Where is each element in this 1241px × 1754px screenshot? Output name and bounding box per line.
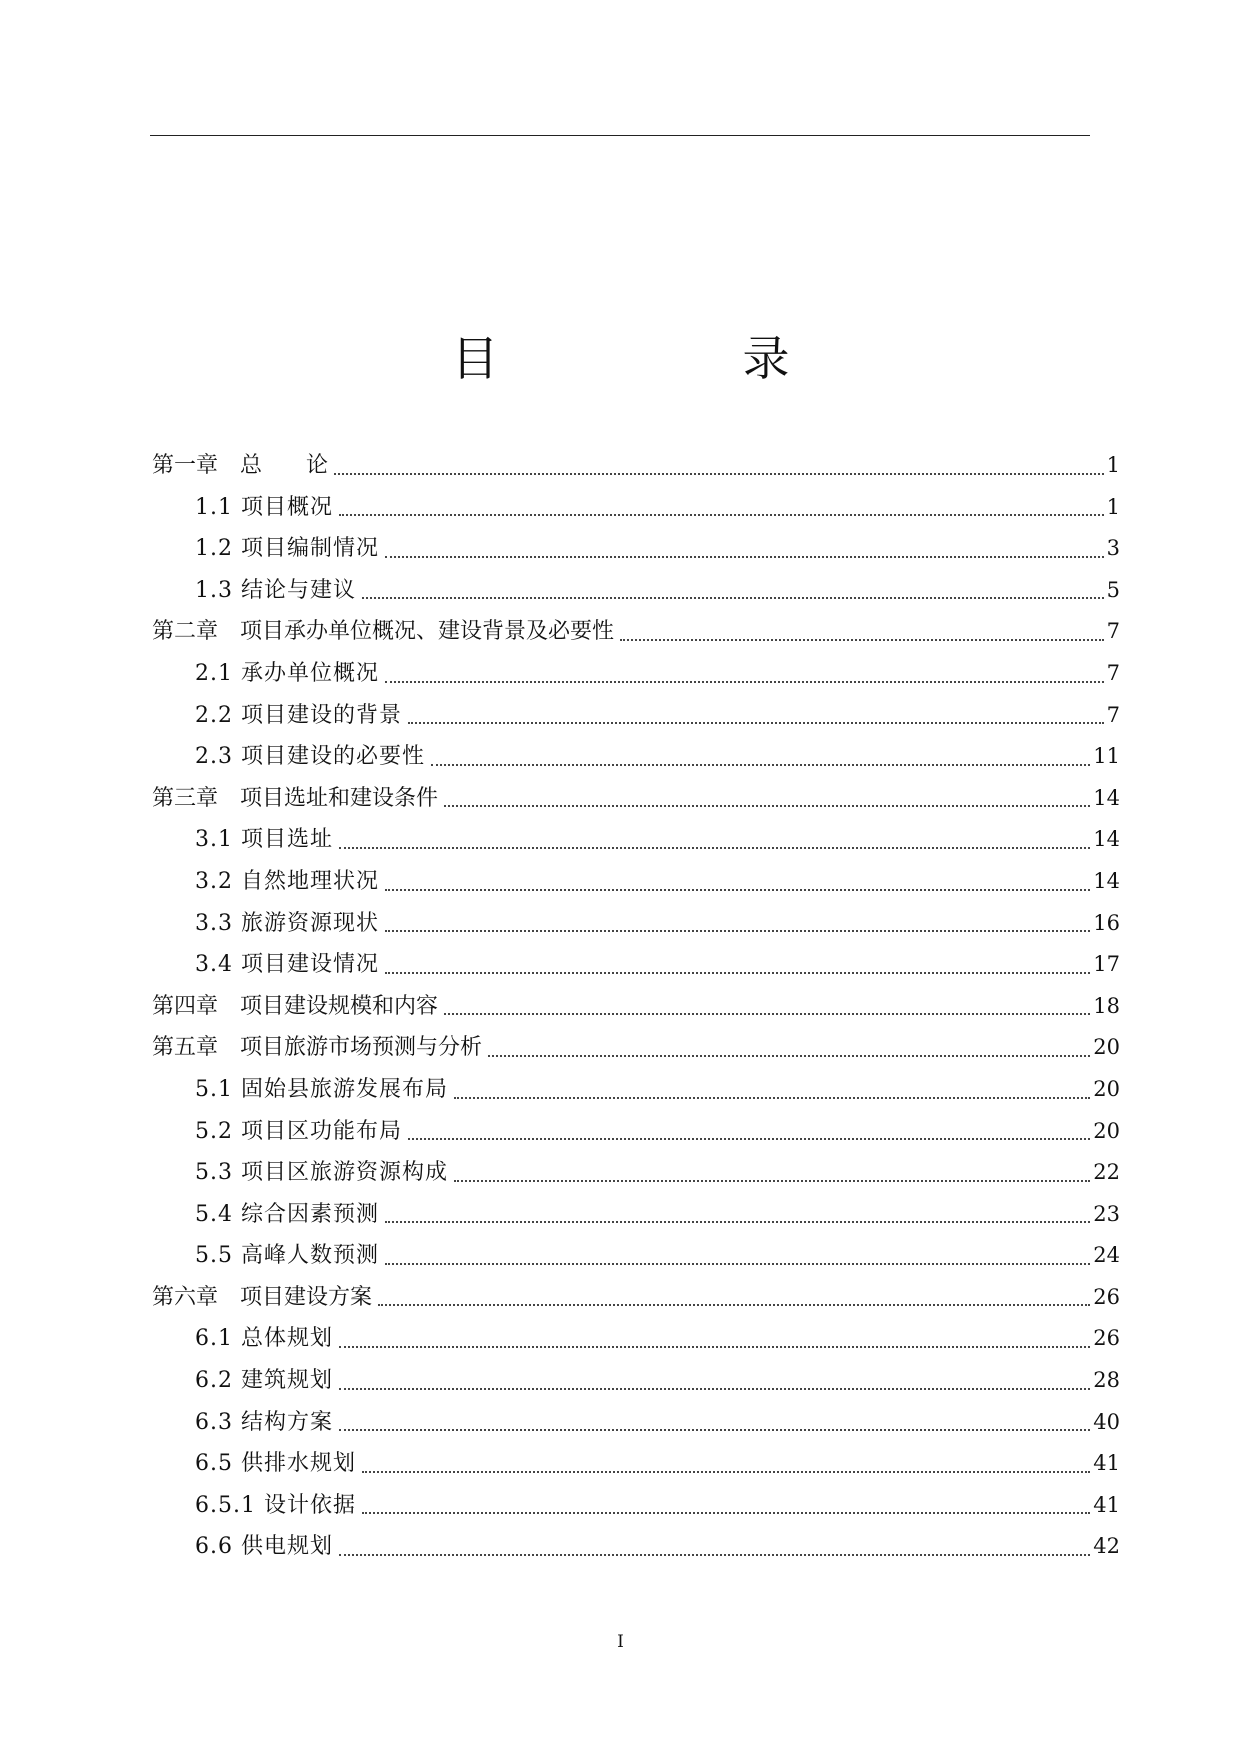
dot-leader xyxy=(339,1388,1090,1390)
toc-section-entry[interactable] xyxy=(152,1360,1120,1402)
dot-leader xyxy=(454,1097,1090,1099)
toc-entry-label: 6.5 供排水规划 xyxy=(195,1451,356,1477)
toc-entry-label: 2.3 项目建设的必要性 xyxy=(195,744,425,770)
dot-leader xyxy=(488,1055,1090,1057)
toc-entry-page-number: 14 xyxy=(1093,868,1120,893)
dot-leader xyxy=(339,1554,1090,1556)
toc-section-entry[interactable] xyxy=(152,1194,1120,1236)
dot-leader xyxy=(408,722,1104,724)
toc-section-entry[interactable] xyxy=(152,944,1120,986)
toc-entry-page-number: 26 xyxy=(1093,1326,1120,1351)
toc-section-entry[interactable] xyxy=(152,1485,1120,1527)
toc-entry-label: 1.3 结论与建议 xyxy=(195,577,356,603)
dot-leader xyxy=(339,514,1104,516)
toc-entry-label: 第四章 项目建设规模和内容 xyxy=(152,993,439,1019)
toc-entry-label: 第二章 项目承办单位概况、建设背景及必要性 xyxy=(152,619,615,645)
toc-entry-page-number: 17 xyxy=(1093,952,1120,977)
toc-section-entry[interactable] xyxy=(152,1235,1120,1277)
toc-chapter-entry[interactable] xyxy=(152,611,1120,653)
toc-entry-label: 1.1 项目概况 xyxy=(195,494,333,520)
toc-section-entry[interactable] xyxy=(152,1318,1120,1360)
toc-entry-page-number: 3 xyxy=(1106,536,1120,561)
toc-entry-page-number: 28 xyxy=(1093,1368,1120,1393)
toc-entry-page-number: 24 xyxy=(1093,1243,1120,1268)
toc-entry-page-number: 23 xyxy=(1093,1201,1120,1226)
toc-entry-label: 第五章 项目旅游市场预测与分析 xyxy=(152,1035,483,1061)
dot-leader xyxy=(334,473,1104,475)
footer-page-number: I xyxy=(617,1632,624,1652)
toc-entry-label: 3.4 项目建设情况 xyxy=(195,952,379,978)
toc-entry-page-number: 18 xyxy=(1093,993,1120,1018)
table-of-contents xyxy=(152,445,1120,1568)
toc-chapter-entry[interactable] xyxy=(152,1277,1120,1319)
dot-leader xyxy=(385,681,1104,683)
toc-entry-label: 第一章 总 论 xyxy=(152,453,329,478)
toc-chapter-entry[interactable] xyxy=(152,1027,1120,1069)
toc-section-entry[interactable] xyxy=(152,653,1120,695)
toc-entry-page-number: 14 xyxy=(1093,785,1120,810)
dot-leader xyxy=(385,889,1090,891)
toc-entry-label: 2.1 承办单位概况 xyxy=(195,660,379,686)
toc-section-entry[interactable] xyxy=(152,528,1120,570)
toc-chapter-entry[interactable] xyxy=(152,986,1120,1028)
toc-entry-label: 3.1 项目选址 xyxy=(195,827,333,853)
toc-entry-page-number: 42 xyxy=(1093,1534,1120,1559)
toc-entry-label: 6.3 结构方案 xyxy=(195,1409,333,1435)
header-rule xyxy=(150,135,1090,136)
toc-chapter-entry[interactable] xyxy=(152,778,1120,820)
dot-leader xyxy=(385,1263,1090,1265)
dot-leader xyxy=(362,1471,1090,1473)
dot-leader xyxy=(385,972,1090,974)
toc-section-entry[interactable] xyxy=(152,1526,1120,1568)
toc-entry-page-number: 7 xyxy=(1106,660,1120,685)
dot-leader xyxy=(454,1180,1090,1182)
dot-leader xyxy=(408,1138,1090,1140)
toc-section-entry[interactable] xyxy=(152,1152,1120,1194)
toc-entry-page-number: 1 xyxy=(1106,494,1120,519)
toc-entry-page-number: 20 xyxy=(1093,1118,1120,1143)
dot-leader xyxy=(378,1304,1090,1306)
toc-entry-page-number: 41 xyxy=(1093,1451,1120,1476)
dot-leader xyxy=(339,1346,1090,1348)
toc-entry-page-number: 22 xyxy=(1093,1160,1120,1185)
dot-leader xyxy=(385,1221,1090,1223)
toc-entry-label: 5.1 固始县旅游发展布局 xyxy=(195,1076,448,1102)
toc-entry-page-number: 7 xyxy=(1106,702,1120,727)
toc-entry-label: 5.4 综合因素预测 xyxy=(195,1201,379,1227)
toc-entry-label: 6.1 总体规划 xyxy=(195,1326,333,1352)
toc-section-entry[interactable] xyxy=(152,903,1120,945)
toc-entry-page-number: 20 xyxy=(1093,1035,1120,1060)
toc-entry-label: 6.6 供电规划 xyxy=(195,1534,333,1560)
toc-entry-page-number: 14 xyxy=(1093,827,1120,852)
toc-section-entry[interactable] xyxy=(152,1443,1120,1485)
toc-entry-page-number: 11 xyxy=(1093,744,1120,769)
dot-leader xyxy=(385,556,1104,558)
toc-entry-page-number: 7 xyxy=(1106,619,1120,644)
dot-leader xyxy=(339,1429,1090,1431)
toc-entry-label: 2.2 项目建设的背景 xyxy=(195,702,402,728)
toc-section-entry[interactable] xyxy=(152,487,1120,529)
toc-entry-label: 5.2 项目区功能布局 xyxy=(195,1118,402,1144)
page-title: 目 录 xyxy=(451,332,840,387)
toc-entry-label: 1.2 项目编制情况 xyxy=(195,536,379,562)
toc-section-entry[interactable] xyxy=(152,570,1120,612)
dot-leader xyxy=(431,764,1090,766)
dot-leader xyxy=(339,847,1090,849)
toc-entry-label: 5.3 项目区旅游资源构成 xyxy=(195,1160,448,1186)
toc-entry-page-number: 41 xyxy=(1093,1492,1120,1517)
dot-leader xyxy=(385,930,1090,932)
dot-leader xyxy=(362,597,1104,599)
toc-entry-page-number: 26 xyxy=(1093,1284,1120,1309)
toc-entry-label: 6.5.1 设计依据 xyxy=(195,1492,356,1518)
toc-section-entry[interactable] xyxy=(152,1111,1120,1153)
dot-leader xyxy=(620,639,1104,641)
dot-leader xyxy=(444,1013,1090,1015)
toc-entry-label: 第六章 项目建设方案 xyxy=(152,1284,373,1310)
dot-leader xyxy=(362,1512,1090,1514)
toc-entry-page-number: 16 xyxy=(1093,910,1120,935)
toc-section-entry[interactable] xyxy=(152,736,1120,778)
toc-chapter-entry[interactable] xyxy=(152,445,1120,487)
toc-section-entry[interactable] xyxy=(152,819,1120,861)
toc-entry-label: 3.2 自然地理状况 xyxy=(195,868,379,894)
toc-entry-label: 5.5 高峰人数预测 xyxy=(195,1243,379,1269)
toc-section-entry[interactable] xyxy=(152,695,1120,737)
toc-entry-page-number: 20 xyxy=(1093,1076,1120,1101)
toc-entry-page-number: 1 xyxy=(1106,453,1120,477)
toc-entry-label: 6.2 建筑规划 xyxy=(195,1368,333,1394)
toc-entry-page-number: 40 xyxy=(1093,1409,1120,1434)
toc-section-entry[interactable] xyxy=(152,861,1120,903)
toc-section-entry[interactable] xyxy=(152,1069,1120,1111)
toc-entry-label: 第三章 项目选址和建设条件 xyxy=(152,785,439,811)
toc-section-entry[interactable] xyxy=(152,1402,1120,1444)
toc-entry-page-number: 5 xyxy=(1106,577,1120,602)
toc-entry-label: 3.3 旅游资源现状 xyxy=(195,910,379,936)
dot-leader xyxy=(444,805,1090,807)
